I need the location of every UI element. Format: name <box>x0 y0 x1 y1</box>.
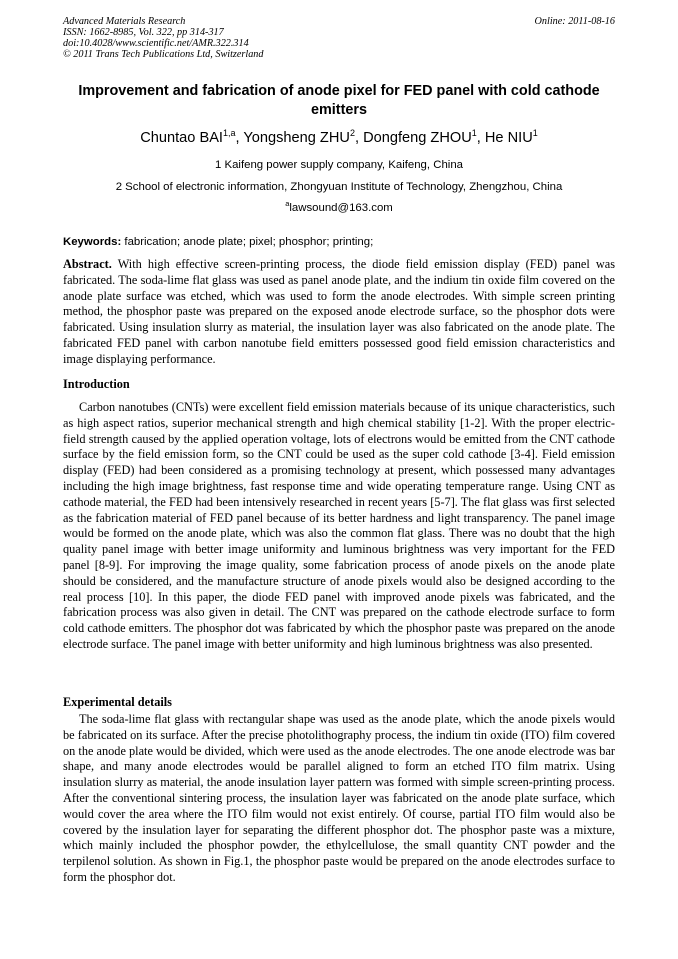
section-heading-introduction: Introduction <box>63 377 130 391</box>
abstract-text: With high effective screen-printing process, the diode field emission display (FED) panel was fabricated. The soda-lime flat glass was used as panel anode plate, and the indium tin oxide film covered on the anode plate surface was etched, which was used to form the anode electrodes. With simple screen printing method, the phosphor paste was prepared on the exposed anode electrode surface, so the phosphor dots were fabricated. Using insulation slurry as material, the insulation layer was also fabricated on the anode plate. The fabricated FED panel with carbon nanotube field emitters possessed good field emission characteristics and image displaying performance. <box>63 257 615 366</box>
author-email <box>63 201 615 215</box>
introduction-paragraph: Carbon nanotubes (CNTs) were excellent field emission materials because of its unique characteristics, such as high aspect ratios, superior mechanical strength and high chemical stability [1-2]. With the proper electric-field strength caused by the applied operation voltage, lots of electrons would be emitted from the CNT cathode surface by the field emission form, so the CNT could be used as the super cold cathode [3-4]. Field emission display (FED) had been considered as a promising technology at present, which possessed many advantages including the high image brightness, fast response time and wide operating temperature range. Using CNT as cathode material, the FED had been intensively researched in recent years [5-7]. The flat glass was first selected as the fabrication material of FED panel because of its better hardness and light transparency. The panel image would be formed on the anode plate, which was also the common flat glass. There was no doubt that the high quality panel image with better image uniformity and luminous brightness was very important for the FED panel [8-9]. For improving the image quality, some fabrication process of anode pixels on the anode plate should be considered, and the manufacture structure of anode pixels would also be designed according to the real process [10]. In this paper, the diode FED panel with improved anode pixels was fabricated, and the fabrication process was also given in detail. The CNT was prepared on the cathode electrode surface to form cold cathode emitters. The phosphor dot was fabricated by which the phosphor paste was prepared on the anode electrode surface. The panel image with better uniformity and high luminous brightness was also presented. <box>63 400 615 651</box>
email-mark: a <box>285 199 290 208</box>
author-name: Yongsheng ZHU <box>243 130 350 146</box>
online-date: Online: 2011-08-16 <box>534 16 615 27</box>
section-heading-experimental: Experimental details <box>63 695 172 709</box>
author-name: Dongfeng ZHOU <box>363 130 472 146</box>
author-name: He NIU <box>484 130 533 146</box>
paper-title: Improvement and fabrication of anode pixel for FED panel with cold cathode emitters <box>78 83 600 118</box>
affiliation-2: 2 School of electronic information, Zhongyuan Institute of Technology, Zhengzhou, China <box>115 181 563 193</box>
author-name: Chuntao BAI <box>140 130 223 146</box>
journal-name: Advanced Materials Research <box>63 16 186 27</box>
keywords-text: fabrication; anode plate; pixel; phosphor; printing; <box>121 236 374 248</box>
journal-issn: ISSN: 1662-8985, Vol. 322, pp 314-317 <box>63 27 224 38</box>
experimental-paragraph: The soda-lime flat glass with rectangular shape was used as the anode plate, which the anode pixels would be fabricated on its surface. After the precise photolithography process, the indium tin oxide (ITO) film covered on the anode plate would be divided, which were used as the anode electrodes. The one anode electrode was bar shape, and many anode electrodes would be parallel aligned to form an etched ITO film matrix. Using insulation slurry as material, the anode insulation layer pattern was formed with simple screen-printing process. After the conventional sintering process, the insulation layer was fabricated on the anode plate surface, which would cover the area where the ITO film would not exist entirely. Of course, partial ITO film would also be covered by the insulation layer for separating the different phosphor dot. The phosphor paste was a mixture, which mainly included the phosphor powder, the ethylcellulose, the small quantity CNT powder and the terpilenol solution. As shown in Fig.1, the phosphor paste would be prepared on the anode electrodes surface to form the phosphor dot. <box>63 712 615 884</box>
journal-header <box>63 16 263 60</box>
email-address: lawsound@163.com <box>289 202 393 214</box>
keywords <box>63 235 615 249</box>
author-affiliation-mark: 1 <box>532 128 538 138</box>
author-affiliation-mark: 2 <box>349 128 355 138</box>
author-list: Chuntao BAI$^{1,a}$, Yongsheng ZHU$^2$, Dongfeng ZHOU$^1$, He NIU$^1$ <box>140 128 538 146</box>
journal-copyright: © 2011 Trans Tech Publications Ltd, Switzerland <box>63 49 264 60</box>
affiliation-1: 1 Kaifeng power supply company, Kaifeng, China <box>214 159 463 171</box>
keywords-label: Keywords: <box>63 236 122 248</box>
author-affiliation-mark: 1 <box>471 128 477 138</box>
author-affiliation-mark: 1,a <box>223 128 236 138</box>
journal-doi: doi:10.4028/www.scientific.net/AMR.322.314 <box>63 38 249 49</box>
abstract <box>63 257 615 368</box>
abstract-label: Abstract. <box>63 257 112 271</box>
